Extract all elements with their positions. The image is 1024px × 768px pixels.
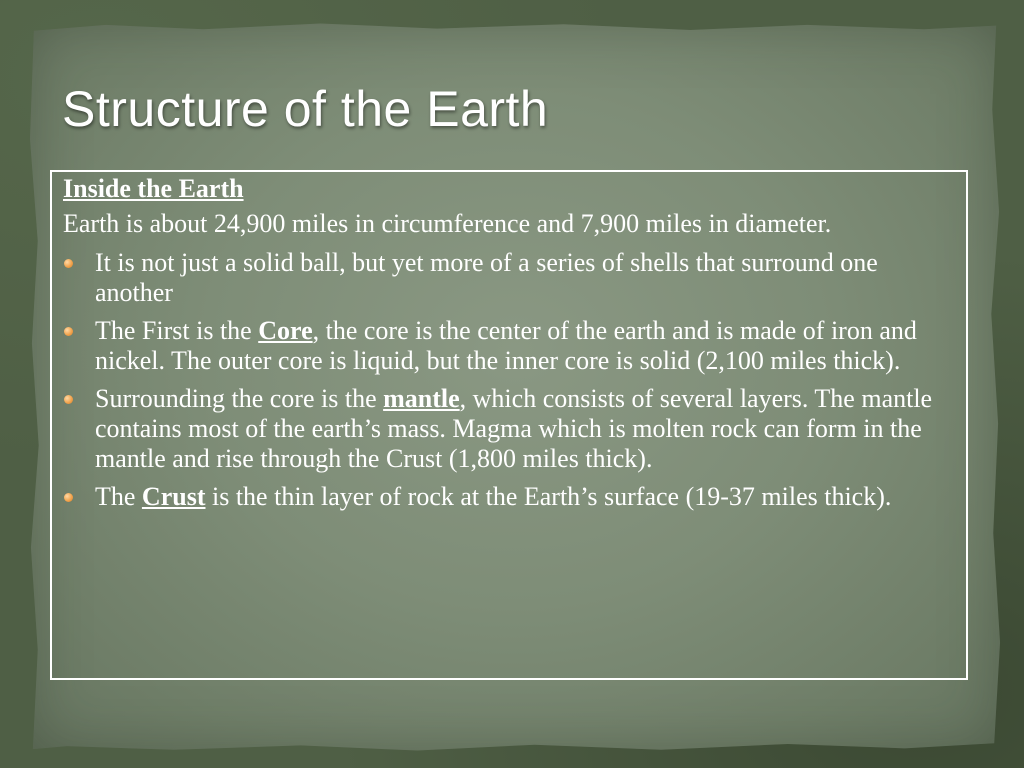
bullet-item-shells: [63, 248, 956, 308]
section-heading: Inside the Earth: [63, 174, 244, 203]
bullet-text-before: The: [95, 482, 142, 511]
bullet-dot-icon: [64, 327, 73, 336]
content-text-box: [50, 170, 968, 680]
key-term-crust: Crust: [141, 482, 206, 511]
bullet-item-core: [63, 316, 956, 376]
intro-paragraph: Earth is about 24,900 miles in circumference and 7,900 miles in diameter.: [63, 209, 832, 238]
bullet-list: [63, 248, 956, 512]
key-term-mantle: mantle: [383, 384, 460, 413]
bullet-text-before: Surrounding the core is the: [95, 384, 384, 413]
bullet-text-after: is the thin layer of rock at the Earth’s surface (19-37 miles thick).: [205, 482, 892, 511]
bullet-text-before: The First is the: [95, 316, 259, 345]
slide-title: Structure of the Earth: [62, 81, 549, 137]
bullet-item-mantle: [63, 384, 956, 474]
bullet-dot-icon: [64, 395, 73, 404]
bullet-text: It is not just a solid ball, but yet more of a series of shells that surround one another: [95, 248, 878, 307]
bullet-text-after: , which consists of several layers. The mantle contains most of the earth’s mass. Magma which is molten rock can form in the mantle and rise through the Crust (1,800 miles thick).: [95, 384, 933, 473]
bullet-dot-icon: [64, 493, 73, 502]
bullet-item-crust: [63, 482, 956, 512]
bullet-text-after: , the core is the center of the earth and is made of iron and nickel. The outer core is liquid, but the inner core is solid (2,100 miles thick).: [95, 316, 917, 375]
bullet-dot-icon: [64, 259, 73, 268]
key-term-core: Core: [258, 316, 313, 345]
